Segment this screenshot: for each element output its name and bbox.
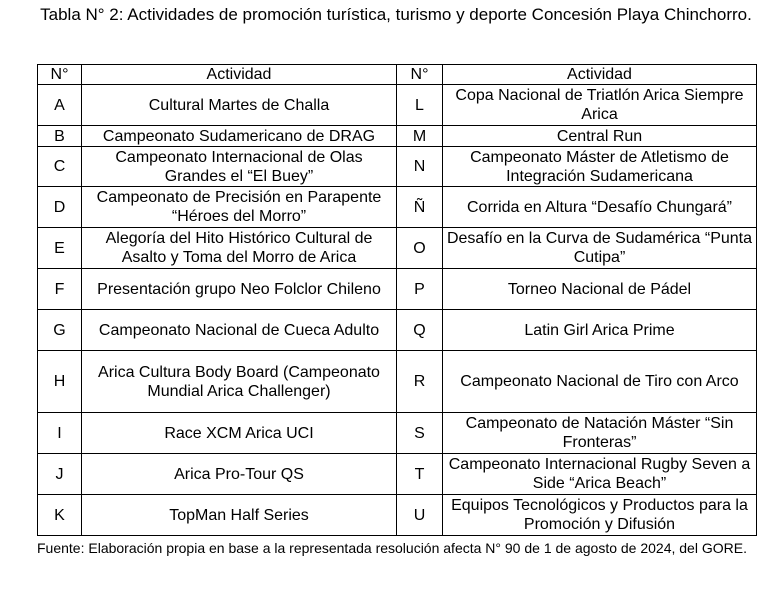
row-activity: Campeonato Sudamericano de DRAG xyxy=(82,126,397,147)
table-row xyxy=(38,269,757,310)
row-activity: Equipos Tecnológicos y Productos para la Promoción y Difusión xyxy=(443,495,757,536)
header-activity-1: Actividad xyxy=(82,65,397,85)
table-row xyxy=(38,454,757,495)
row-letter: L xyxy=(397,85,443,126)
row-letter: U xyxy=(397,495,443,536)
header-activity-2: Actividad xyxy=(443,65,757,85)
row-letter: A xyxy=(38,85,82,126)
row-activity: Arica Pro-Tour QS xyxy=(82,454,397,495)
table-row xyxy=(38,228,757,269)
row-activity: Cultural Martes de Challa xyxy=(82,85,397,126)
row-letter: Q xyxy=(397,310,443,351)
row-letter: Ñ xyxy=(397,187,443,228)
row-activity: Presentación grupo Neo Folclor Chileno xyxy=(82,269,397,310)
row-letter: N xyxy=(397,147,443,187)
row-activity: Campeonato de Precisión en Parapente “Héroes del Morro” xyxy=(82,187,397,228)
table-row xyxy=(38,495,757,536)
table-row xyxy=(38,85,757,126)
header-number-2: N° xyxy=(397,65,443,85)
row-letter: H xyxy=(38,351,82,413)
row-activity: Campeonato Internacional de Olas Grandes el “El Buey” xyxy=(82,147,397,187)
row-activity: Corrida en Altura “Desafío Chungará” xyxy=(443,187,757,228)
row-activity: Alegoría del Hito Histórico Cultural de Asalto y Toma del Morro de Arica xyxy=(82,228,397,269)
row-activity: Campeonato Nacional de Tiro con Arco xyxy=(443,351,757,413)
row-activity: Torneo Nacional de Pádel xyxy=(443,269,757,310)
row-letter: C xyxy=(38,147,82,187)
row-activity: Campeonato de Natación Máster “Sin Fronteras” xyxy=(443,413,757,454)
header-number-1: N° xyxy=(38,65,82,85)
row-letter: P xyxy=(397,269,443,310)
row-activity: Latin Girl Arica Prime xyxy=(443,310,757,351)
row-activity: Central Run xyxy=(443,126,757,147)
table-header-row xyxy=(38,65,757,85)
row-letter: M xyxy=(397,126,443,147)
table-row xyxy=(38,147,757,187)
table-row xyxy=(38,310,757,351)
table-row xyxy=(38,187,757,228)
activities-table xyxy=(37,64,757,536)
row-activity: Campeonato Máster de Atletismo de Integración Sudamericana xyxy=(443,147,757,187)
row-letter: G xyxy=(38,310,82,351)
row-activity: Campeonato Nacional de Cueca Adulto xyxy=(82,310,397,351)
row-letter: R xyxy=(397,351,443,413)
row-letter: I xyxy=(38,413,82,454)
row-letter: E xyxy=(38,228,82,269)
row-letter: F xyxy=(38,269,82,310)
row-letter: K xyxy=(38,495,82,536)
table-row xyxy=(38,126,757,147)
row-letter: T xyxy=(397,454,443,495)
row-activity: Arica Cultura Body Board (Campeonato Mundial Arica Challenger) xyxy=(82,351,397,413)
row-activity: Desafío en la Curva de Sudamérica “Punta Cutipa” xyxy=(443,228,757,269)
row-letter: B xyxy=(38,126,82,147)
table-title: Tabla N° 2: Actividades de promoción turística, turismo y deporte Concesión Playa Chinchorro. xyxy=(40,5,752,24)
row-letter: D xyxy=(38,187,82,228)
row-activity: TopMan Half Series xyxy=(82,495,397,536)
row-letter: J xyxy=(38,454,82,495)
row-letter: S xyxy=(397,413,443,454)
source-note: Fuente: Elaboración propia en base a la representada resolución afecta N° 90 de 1 de agosto de 2024, del GORE. xyxy=(37,540,747,556)
table-row xyxy=(38,413,757,454)
row-letter: O xyxy=(397,228,443,269)
table-row xyxy=(38,351,757,413)
row-activity: Race XCM Arica UCI xyxy=(82,413,397,454)
row-activity: Campeonato Internacional Rugby Seven a Side “Arica Beach” xyxy=(443,454,757,495)
row-activity: Copa Nacional de Triatlón Arica Siempre Arica xyxy=(443,85,757,126)
